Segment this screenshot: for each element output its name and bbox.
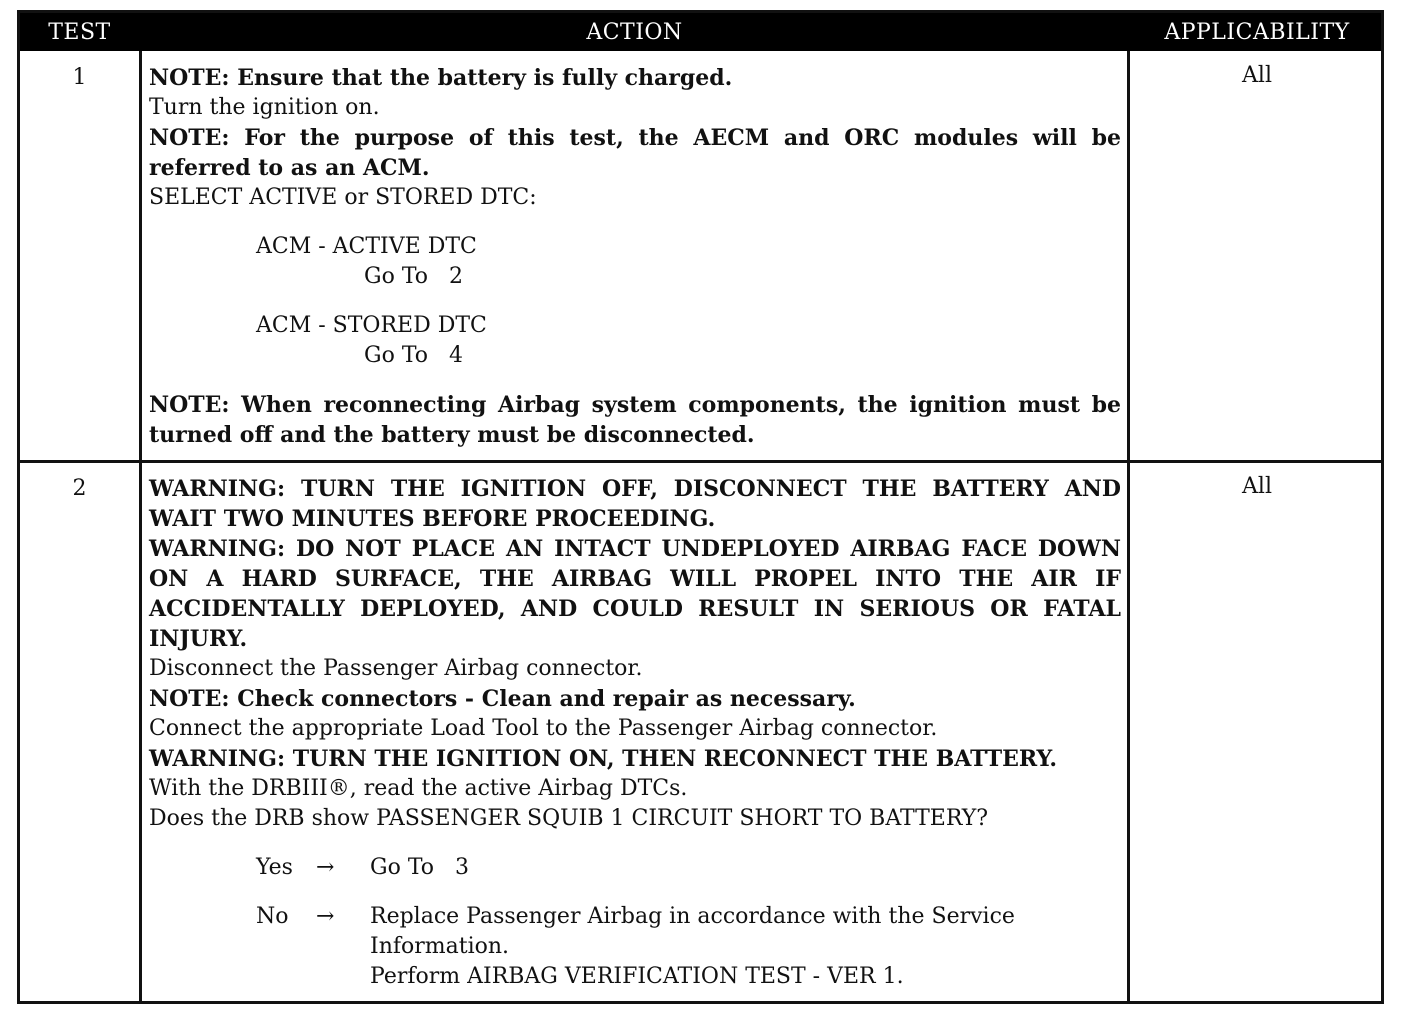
header-applicability: APPLICABILITY [1164, 20, 1350, 45]
no-action-verify: Perform AIRBAG VERIFICATION TEST - VER 1. [370, 964, 904, 989]
yes-label: Yes [256, 855, 293, 880]
row2-step1: Disconnect the Passenger Airbag connector. [149, 656, 643, 681]
row1-note2: NOTE: For the purpose of this test, the AECM and ORC modules will be referred to as an ACM. [149, 125, 1121, 181]
row2-note1: NOTE: Check connectors - Clean and repair as necessary. [149, 686, 856, 712]
right-arrow-icon: → [316, 855, 335, 880]
row2-warning3: WARNING: TURN THE IGNITION ON, THEN RECONNECT THE BATTERY. [149, 746, 1058, 772]
table-header [20, 13, 1381, 51]
column-divider [139, 51, 142, 1001]
right-arrow-icon: → [316, 904, 335, 929]
row1-note1: NOTE: Ensure that the battery is fully charged. [149, 65, 733, 91]
row1-note3: NOTE: When reconnecting Airbag system components, the ignition must be turned off and the battery must be disconnected. [149, 392, 1121, 448]
no-label: No [256, 904, 289, 929]
row1-step1: Turn the ignition on. [149, 95, 380, 120]
yes-action: Go To 3 [370, 855, 469, 880]
row2-step2: Connect the appropriate Load Tool to the Passenger Airbag connector. [149, 716, 938, 741]
row2-applicability: All [1242, 474, 1272, 499]
row1-applicability: All [1242, 63, 1272, 88]
row2-question: Does the DRB show PASSENGER SQUIB 1 CIRCUIT SHORT TO BATTERY? [149, 806, 989, 831]
row2-no-option [256, 902, 1121, 992]
row-divider [20, 460, 1381, 463]
no-action [370, 902, 1121, 992]
diagnostic-table [17, 10, 1384, 1004]
header-action: ACTION [586, 20, 683, 45]
header-test: TEST [48, 20, 111, 45]
column-divider [1127, 51, 1130, 1001]
row1-select: SELECT ACTIVE or STORED DTC: [149, 185, 537, 210]
row1-test-number: 1 [72, 65, 87, 90]
row2-warning2: WARNING: DO NOT PLACE AN INTACT UNDEPLOYED AIRBAG FACE DOWN ON A HARD SURFACE, THE AIRBAG WILL PROPEL INTO THE AIR IF ACCIDENTALLY DEPLOYED, AND COULD RESULT IN SERIOUS OR FATAL INJURY. [149, 536, 1121, 652]
no-action-replace: Replace Passenger Airbag in accordance with the Service Information. [370, 904, 1015, 959]
row2-step3: With the DRBIII®, read the active Airbag DTCs. [149, 776, 688, 801]
row1-option-active: ACM - ACTIVE DTC [256, 234, 477, 259]
row2-action [149, 474, 1121, 992]
row1-option-stored-goto: Go To 4 [364, 343, 463, 368]
row1-action [149, 63, 1121, 450]
row1-option-stored: ACM - STORED DTC [256, 313, 487, 338]
row2-warning1: WARNING: TURN THE IGNITION OFF, DISCONNECT THE BATTERY AND WAIT TWO MINUTES BEFORE PROCEEDING. [149, 476, 1121, 532]
row2-yes-option [256, 853, 1121, 883]
row2-test-number: 2 [72, 476, 87, 501]
row1-option-active-goto: Go To 2 [364, 264, 463, 289]
